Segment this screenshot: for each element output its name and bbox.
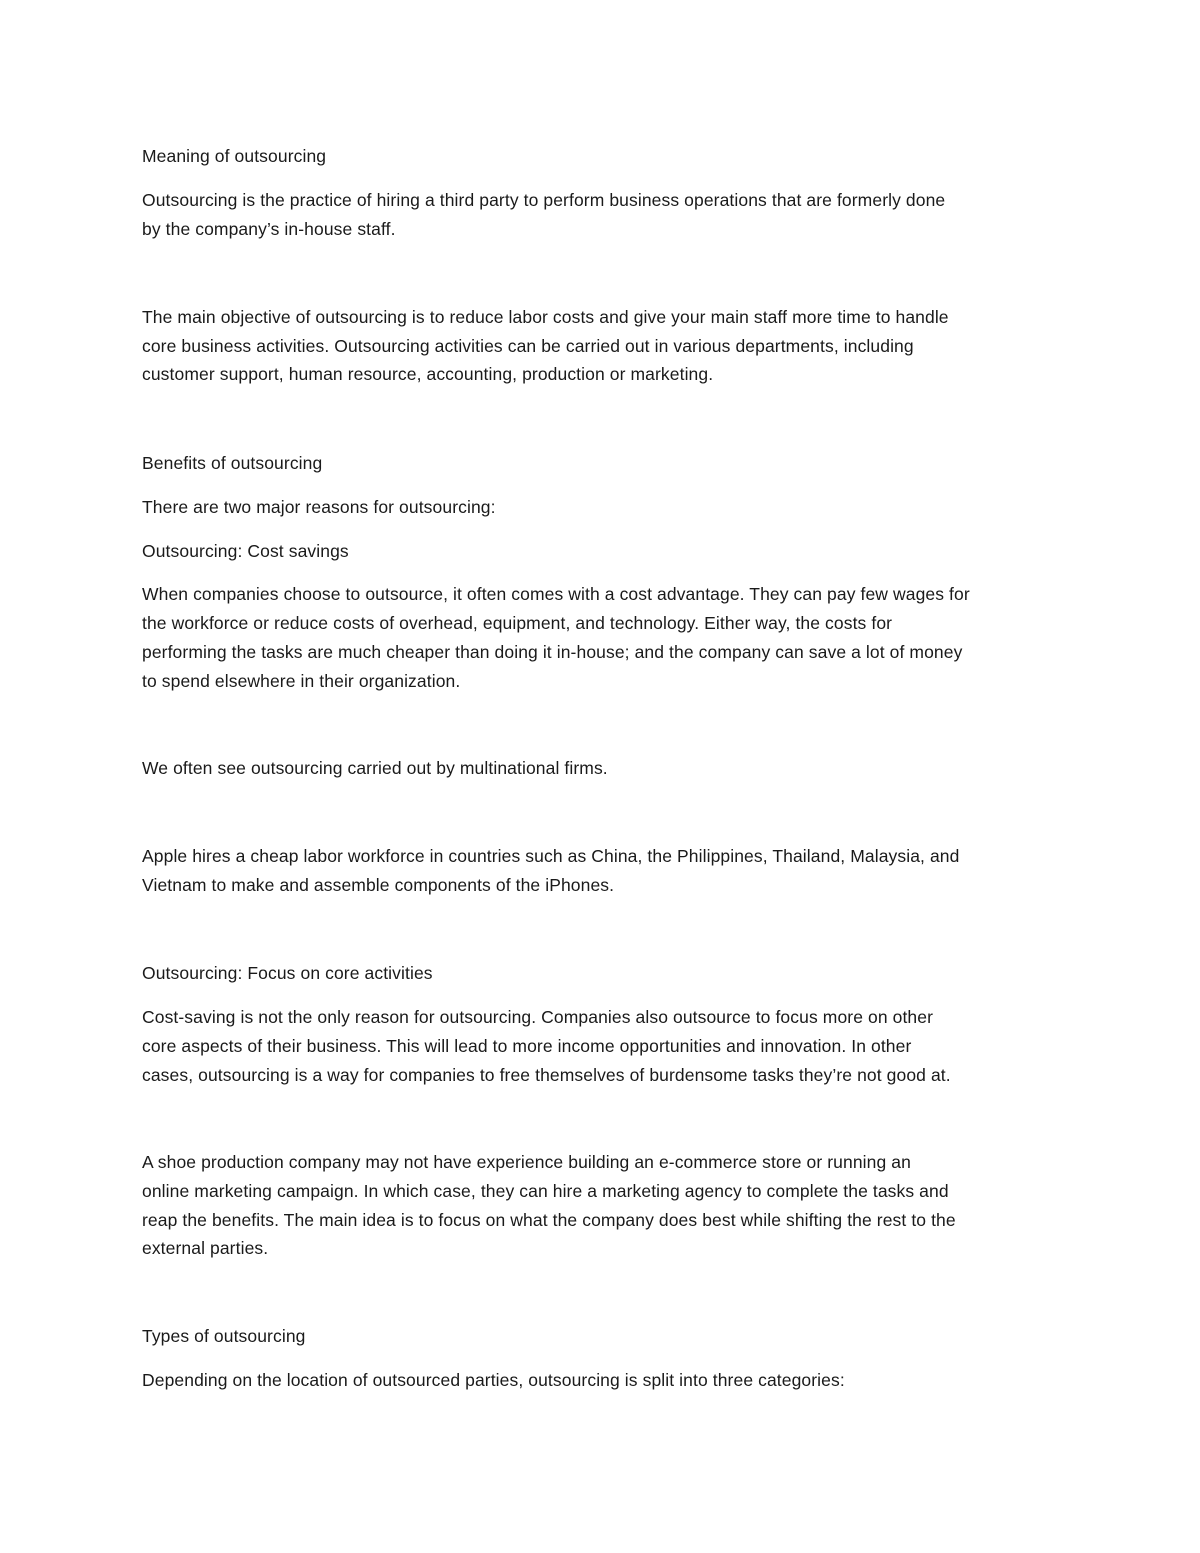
paragraph-line: external parties.: [142, 1238, 269, 1258]
paragraph-line: When companies choose to outsource, it often comes with a cost advantage. They can pay few wages for: [142, 584, 970, 604]
paragraph-line: The main objective of outsourcing is to reduce labor costs and give your main staff more time to handle: [142, 307, 949, 327]
paragraph-line: We often see outsourcing carried out by multinational firms.: [142, 758, 608, 778]
paragraph-line: There are two major reasons for outsourcing:: [142, 497, 496, 517]
paragraph-line: cases, outsourcing is a way for companies to free themselves of burdensome tasks they’re not good at.: [142, 1065, 951, 1085]
paragraph-line: customer support, human resource, accounting, production or marketing.: [142, 364, 714, 384]
paragraph-line: A shoe production company may not have experience building an e-commerce store or running an: [142, 1152, 911, 1172]
paragraph-line: reap the benefits. The main idea is to focus on what the company does best while shifting the rest to the: [142, 1210, 956, 1230]
paragraph-line: Cost-saving is not the only reason for outsourcing. Companies also outsource to focus more on other: [142, 1007, 934, 1027]
paragraph-line: online marketing campaign. In which case, they can hire a marketing agency to complete the tasks and: [142, 1181, 949, 1201]
paragraph-line: Outsourcing is the practice of hiring a third party to perform business operations that are formerly done: [142, 190, 946, 210]
paragraph-line: Vietnam to make and assemble components of the iPhones.: [142, 875, 615, 895]
paragraph-line: by the company’s in-house staff.: [142, 219, 396, 239]
paragraph-line: to spend elsewhere in their organization.: [142, 671, 461, 691]
subheading-core-activities: Outsourcing: Focus on core activities: [142, 963, 433, 983]
paragraph-line: Depending on the location of outsourced parties, outsourcing is split into three categories:: [142, 1370, 845, 1390]
paragraph-line: core aspects of their business. This will lead to more income opportunities and innovation. In other: [142, 1036, 912, 1056]
paragraph-line: core business activities. Outsourcing activities can be carried out in various departments, including: [142, 336, 914, 356]
heading-benefits: Benefits of outsourcing: [142, 453, 323, 473]
paragraph-line: the workforce or reduce costs of overhead, equipment, and technology. Either way, the costs for: [142, 613, 893, 633]
paragraph-line: Apple hires a cheap labor workforce in countries such as China, the Philippines, Thailand, Malaysia, and: [142, 846, 960, 866]
heading-types: Types of outsourcing: [142, 1326, 306, 1346]
subheading-cost-savings: Outsourcing: Cost savings: [142, 541, 349, 561]
paragraph-line: performing the tasks are much cheaper than doing it in-house; and the company can save a lot of money: [142, 642, 963, 662]
heading-meaning: Meaning of outsourcing: [142, 146, 327, 166]
